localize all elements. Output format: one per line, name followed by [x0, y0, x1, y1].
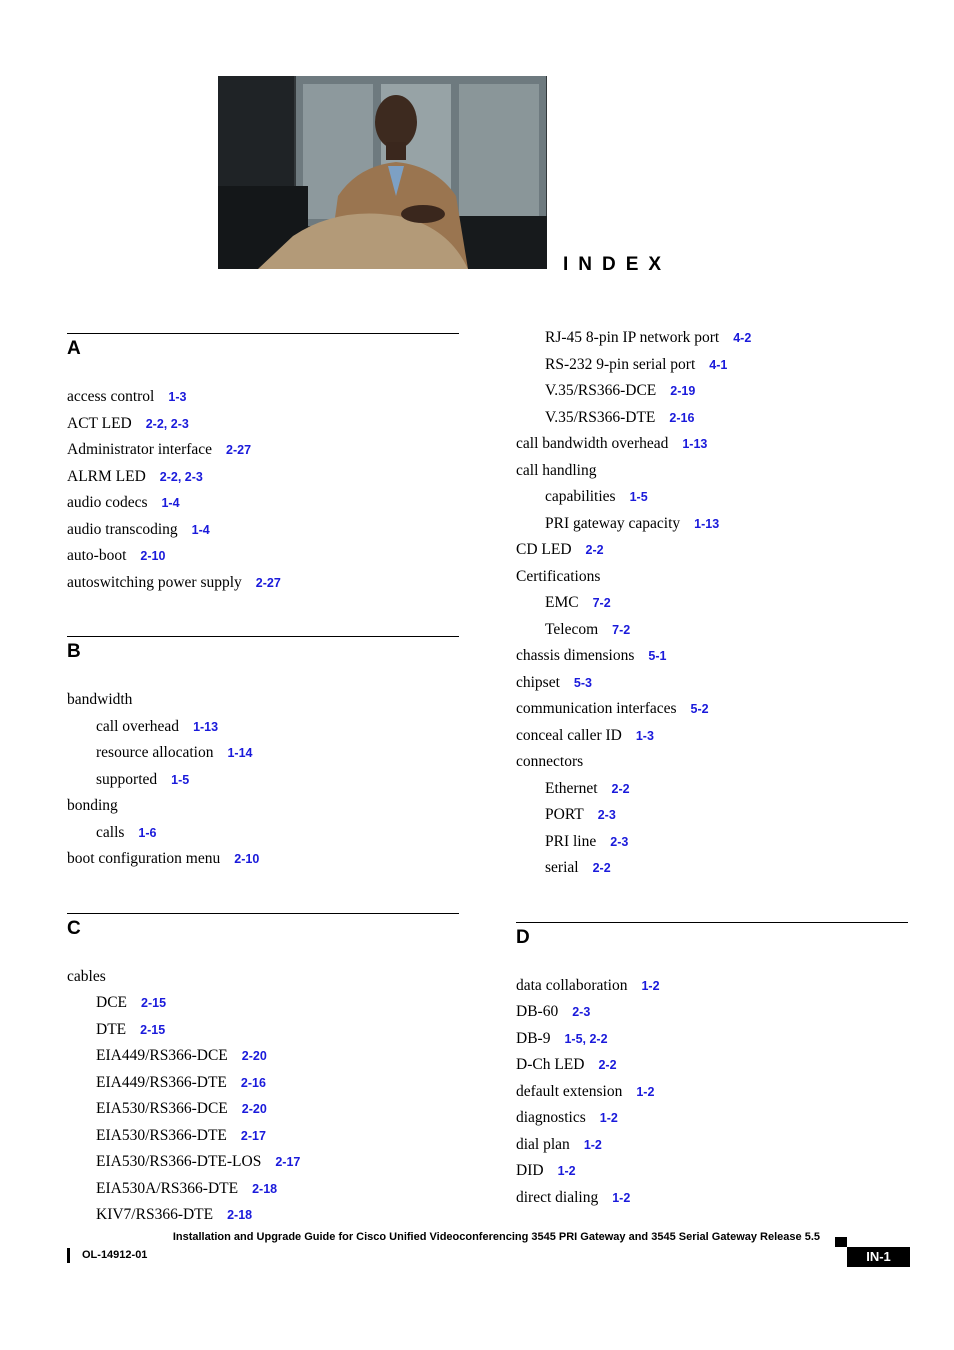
index-term: call bandwidth overhead — [516, 435, 669, 452]
page-reference-link[interactable]: 2-27 — [255, 575, 281, 590]
index-column-right — [516, 325, 908, 1211]
page-reference-link[interactable]: 2-16 — [669, 410, 695, 425]
page-number: IN-1 — [847, 1247, 910, 1267]
page-reference-link[interactable]: 2-20 — [241, 1102, 267, 1116]
index-term: serial — [545, 859, 579, 876]
index-term: EMC — [545, 594, 579, 611]
index-section — [67, 636, 459, 873]
index-term: PRI gateway capacity — [545, 514, 681, 532]
index-term: audio transcoding — [67, 520, 178, 538]
index-heading: INDEX — [563, 254, 672, 275]
index-term: cables — [67, 967, 106, 985]
index-subentry — [67, 1017, 459, 1044]
index-subentry — [516, 802, 908, 829]
index-term: call handling — [516, 461, 597, 479]
section-letter: A — [67, 333, 459, 384]
index-subentry — [67, 820, 459, 847]
page-reference-link[interactable]: 2-19 — [670, 384, 696, 398]
index-term: KIV7/RS366-DTE — [96, 1206, 214, 1223]
page-reference-link[interactable]: 1-13 — [682, 437, 708, 451]
page-reference-link[interactable]: 2-18 — [252, 1181, 278, 1196]
index-entry — [516, 1052, 908, 1079]
index-section — [67, 333, 459, 596]
index-term: D-Ch LED — [516, 1056, 585, 1073]
index-term: bonding — [67, 797, 118, 814]
index-term: bandwidth — [67, 691, 133, 708]
index-term: EIA449/RS366-DCE — [96, 1047, 228, 1064]
index-subentry — [516, 511, 908, 538]
index-term: V.35/RS366-DTE — [545, 408, 656, 426]
index-term: call overhead — [96, 717, 180, 735]
index-term: communication interfaces — [516, 700, 677, 717]
index-subentry — [516, 325, 908, 352]
section-gap — [516, 882, 908, 922]
page-reference-link[interactable]: 2-17 — [240, 1128, 266, 1143]
section-letter: C — [67, 913, 459, 964]
index-term: EIA530A/RS366-DTE — [96, 1179, 239, 1197]
index-term: Administrator interface — [67, 441, 213, 458]
index-subentry — [67, 1043, 459, 1070]
index-entry — [67, 437, 459, 464]
index-term: DTE — [96, 1020, 127, 1038]
header-photo — [218, 76, 547, 269]
index-subentry — [516, 590, 908, 617]
index-term: Telecom — [545, 620, 599, 638]
index-term: CD LED — [516, 541, 572, 558]
index-entry — [516, 537, 908, 564]
index-entry — [67, 411, 459, 438]
index-term: access control — [67, 388, 155, 405]
page-reference-link[interactable]: 2-27 — [226, 443, 252, 457]
page-reference-link[interactable]: 1-5 — [171, 772, 190, 787]
page-reference-link[interactable]: 1-13 — [694, 516, 720, 531]
index-term: data collaboration — [516, 976, 628, 994]
page-reference-link[interactable]: 1-2 — [612, 1190, 631, 1205]
index-term: ACT LED — [67, 414, 132, 432]
page-reference-link[interactable]: 1-2 — [583, 1137, 602, 1152]
page-reference-link[interactable]: 2-2 — [611, 781, 630, 796]
index-entry — [67, 964, 459, 991]
index-entry — [67, 490, 459, 517]
page-reference-link[interactable]: 1-13 — [193, 719, 219, 734]
index-term: dial plan — [516, 1135, 570, 1153]
index-subentry — [67, 1070, 459, 1097]
index-subentry — [516, 405, 908, 432]
index-term: audio codecs — [67, 494, 148, 511]
index-term: auto-boot — [67, 547, 127, 564]
index-term: RJ-45 8-pin IP network port — [545, 329, 720, 346]
index-entry — [516, 1185, 908, 1212]
index-entry — [67, 517, 459, 544]
person-photo-illustration — [218, 76, 547, 269]
page-reference-link[interactable]: 2-3 — [597, 808, 616, 822]
page-reference-link[interactable]: 1-5 — [629, 490, 648, 504]
index-term: capabilities — [545, 488, 616, 505]
index-entry — [516, 458, 908, 485]
page-reference-link[interactable]: 1-6 — [138, 825, 157, 840]
page-reference-link[interactable]: 2-3 — [572, 1005, 591, 1019]
page-reference-link[interactable]: 2-20 — [241, 1049, 267, 1063]
index-subentry — [67, 990, 459, 1017]
index-entry — [516, 1105, 908, 1132]
index-entry — [516, 670, 908, 697]
index-term: EIA530/RS366-DTE — [96, 1126, 227, 1144]
page-reference-link[interactable]: 1-2 — [599, 1111, 618, 1125]
page-reference-link[interactable]: 2-3 — [610, 834, 629, 849]
index-entry — [67, 846, 459, 873]
index-term: diagnostics — [516, 1109, 586, 1126]
index-term: conceal caller ID — [516, 726, 622, 744]
index-entry — [516, 1026, 908, 1053]
page-reference-link[interactable]: 5-2 — [690, 702, 709, 716]
index-entry — [516, 749, 908, 776]
page-reference-link[interactable]: 2-2, 2-3 — [145, 416, 189, 431]
index-term: chassis dimensions — [516, 647, 635, 664]
page-reference-link[interactable]: 1-4 — [191, 522, 210, 537]
index-entry — [67, 464, 459, 491]
index-subentry — [516, 484, 908, 511]
page-reference-link[interactable]: 2-2, 2-3 — [159, 469, 203, 484]
index-term: EIA530/RS366-DCE — [96, 1100, 228, 1117]
index-term: autoswitching power supply — [67, 573, 242, 591]
index-entry — [516, 431, 908, 458]
page-reference-link[interactable]: 7-2 — [612, 622, 631, 637]
page-reference-link[interactable]: 1-5, 2-2 — [564, 1031, 608, 1046]
index-term: RS-232 9-pin serial port — [545, 355, 696, 373]
index-term: Ethernet — [545, 779, 598, 797]
page-reference-link[interactable]: 5-3 — [573, 675, 592, 690]
page-reference-link[interactable]: 2-2 — [598, 1058, 617, 1072]
index-term: default extension — [516, 1082, 623, 1100]
page-reference-link[interactable]: 4-2 — [733, 331, 752, 345]
section-gap — [67, 873, 459, 913]
index-term: chipset — [516, 673, 560, 691]
index-subentry — [516, 829, 908, 856]
index-subentry — [67, 1096, 459, 1123]
page-reference-link[interactable]: 1-3 — [635, 728, 654, 743]
index-term: connectors — [516, 753, 584, 770]
index-term: V.35/RS366-DCE — [545, 382, 657, 399]
index-term: calls — [96, 823, 125, 841]
index-entry — [516, 564, 908, 591]
page-reference-link[interactable]: 2-10 — [140, 549, 166, 563]
section-letter: D — [516, 922, 908, 973]
page-reference-link[interactable]: 1-2 — [557, 1164, 576, 1178]
page-reference-link[interactable]: 1-14 — [227, 746, 253, 760]
page-reference-link[interactable]: 2-10 — [234, 852, 260, 866]
index-subentry — [516, 378, 908, 405]
footer-bar — [67, 1248, 70, 1263]
index-subentry — [67, 767, 459, 794]
document-id: OL-14912-01 — [82, 1249, 148, 1261]
page-reference-link[interactable]: 5-1 — [648, 649, 667, 663]
index-term: DID — [516, 1162, 544, 1179]
index-term: Certifications — [516, 567, 601, 585]
page-reference-link[interactable]: 1-2 — [641, 978, 660, 993]
index-term: EIA449/RS366-DTE — [96, 1073, 227, 1091]
index-entry — [516, 723, 908, 750]
page-reference-link[interactable]: 1-4 — [161, 496, 180, 510]
index-section — [516, 922, 908, 1212]
page-reference-link[interactable]: 2-15 — [141, 996, 167, 1010]
index-term: boot configuration menu — [67, 850, 221, 867]
index-subentry — [67, 1149, 459, 1176]
footer-marker — [835, 1237, 847, 1247]
index-subentry — [67, 740, 459, 767]
index-entry — [516, 643, 908, 670]
section-letter: B — [67, 636, 459, 687]
index-subentry — [516, 352, 908, 379]
index-entry — [516, 1158, 908, 1185]
index-term: supported — [96, 770, 158, 788]
page-reference-link[interactable]: 4-1 — [709, 357, 728, 372]
index-term: PORT — [545, 806, 584, 823]
page-reference-link[interactable]: 2-17 — [275, 1155, 301, 1169]
index-subentry — [67, 1202, 459, 1229]
index-term: direct dialing — [516, 1188, 599, 1206]
index-subentry — [67, 1176, 459, 1203]
page-reference-link[interactable]: 7-2 — [592, 596, 611, 610]
page-reference-link[interactable]: 2-2 — [592, 861, 611, 875]
index-entry — [516, 696, 908, 723]
index-term: ALRM LED — [67, 467, 146, 485]
index-subentry — [516, 855, 908, 882]
index-subentry — [516, 617, 908, 644]
section-gap — [67, 596, 459, 636]
index-entry — [67, 543, 459, 570]
index-term: DB-9 — [516, 1029, 551, 1047]
page-reference-link[interactable]: 2-15 — [140, 1022, 166, 1037]
index-section — [67, 913, 459, 1229]
index-term: PRI line — [545, 832, 597, 850]
index-column-left — [67, 333, 459, 1229]
index-entry — [67, 793, 459, 820]
page-reference-link[interactable]: 2-2 — [585, 543, 604, 557]
index-subentry — [67, 1123, 459, 1150]
index-term: resource allocation — [96, 744, 214, 761]
index-entry — [67, 384, 459, 411]
index-term: EIA530/RS366-DTE-LOS — [96, 1153, 262, 1170]
page-reference-link[interactable]: 2-18 — [227, 1208, 253, 1222]
page-reference-link[interactable]: 2-16 — [240, 1075, 266, 1090]
index-entry — [67, 570, 459, 597]
index-subentry — [67, 714, 459, 741]
index-entry — [516, 999, 908, 1026]
guide-title: Installation and Upgrade Guide for Cisco Unified Videoconferencing 3545 PRI Gateway and 3545 Serial Gateway Release 5.5 — [172, 1231, 820, 1243]
index-subentry — [516, 776, 908, 803]
page-reference-link[interactable]: 1-3 — [168, 390, 187, 404]
index-section — [516, 325, 908, 882]
index-term: DB-60 — [516, 1003, 559, 1020]
index-entry — [67, 687, 459, 714]
index-entry — [516, 973, 908, 1000]
index-term: DCE — [96, 994, 127, 1011]
index-entry — [516, 1132, 908, 1159]
page-reference-link[interactable]: 1-2 — [636, 1084, 655, 1099]
index-entry — [516, 1079, 908, 1106]
